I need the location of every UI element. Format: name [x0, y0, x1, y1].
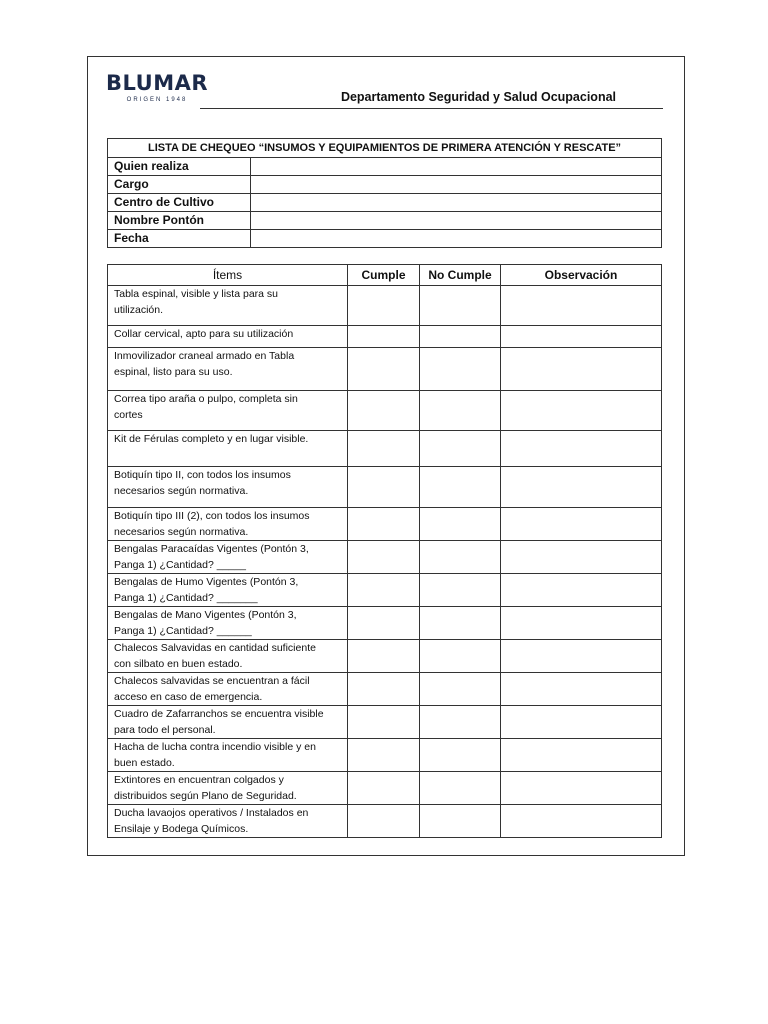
item-line: Hacha de lucha contra incendio visible y en: [114, 741, 316, 753]
observacion-cell[interactable]: [501, 607, 662, 640]
item-line: Collar cervical, apto para su utilización: [114, 328, 294, 340]
item-description: [108, 348, 348, 391]
item-line: Panga 1) ¿Cantidad? ______: [114, 624, 252, 637]
items-header-row: [108, 265, 662, 286]
item-line: Cuadro de Zafarranchos se encuentra visible: [114, 708, 324, 720]
table-row: [108, 706, 662, 739]
item-description: [108, 326, 348, 348]
cumple-cell[interactable]: [348, 772, 420, 805]
item-line: Chalecos salvavidas se encuentran a fácil: [114, 675, 310, 687]
item-line: necesarios según normativa.: [114, 484, 249, 497]
no-cumple-cell[interactable]: [420, 640, 501, 673]
cumple-cell[interactable]: [348, 805, 420, 838]
table-row: [108, 286, 662, 326]
item-line: utilización.: [114, 303, 164, 316]
column-header-items: Ítems: [108, 265, 348, 286]
form-field-value[interactable]: [251, 158, 662, 176]
item-line: Kit de Férulas completo y en lugar visible.: [114, 433, 309, 445]
form-field-row: [108, 158, 662, 176]
item-description: [108, 286, 348, 326]
cumple-cell[interactable]: [348, 508, 420, 541]
item-description: [108, 739, 348, 772]
table-row: [108, 467, 662, 508]
column-header-cumple: Cumple: [348, 265, 420, 286]
item-description: [108, 706, 348, 739]
observacion-cell[interactable]: [501, 286, 662, 326]
no-cumple-cell[interactable]: [420, 706, 501, 739]
no-cumple-cell[interactable]: [420, 286, 501, 326]
table-row: [108, 391, 662, 431]
table-row: [108, 574, 662, 607]
table-row: [108, 739, 662, 772]
item-description: [108, 391, 348, 431]
item-line: Bengalas Paracaídas Vigentes (Pontón 3,: [114, 543, 309, 555]
cumple-cell[interactable]: [348, 541, 420, 574]
item-description: [108, 574, 348, 607]
items-table: [107, 264, 662, 838]
no-cumple-cell[interactable]: [420, 348, 501, 391]
observacion-cell[interactable]: [501, 739, 662, 772]
department-title: Departamento Seguridad y Salud Ocupacional: [340, 90, 616, 104]
logo-tagline: ORIGEN 1948: [126, 97, 188, 103]
item-description: [108, 431, 348, 467]
table-row: [108, 772, 662, 805]
cumple-cell[interactable]: [348, 391, 420, 431]
table-row: [108, 805, 662, 838]
cumple-cell[interactable]: [348, 574, 420, 607]
cumple-cell[interactable]: [348, 286, 420, 326]
item-line: Tabla espinal, visible y lista para su: [114, 288, 279, 300]
observacion-cell[interactable]: [501, 772, 662, 805]
form-field-value[interactable]: [251, 194, 662, 212]
cumple-cell[interactable]: [348, 467, 420, 508]
observacion-cell[interactable]: [501, 574, 662, 607]
no-cumple-cell[interactable]: [420, 805, 501, 838]
item-line: Panga 1) ¿Cantidad? _____: [114, 558, 246, 571]
checklist-title: LISTA DE CHEQUEO “INSUMOS Y EQUIPAMIENTOS DE PRIMERA ATENCIÓN Y RESCATE”: [108, 139, 662, 158]
table-row: [108, 673, 662, 706]
form-field-label: Fecha: [108, 230, 251, 248]
cumple-cell[interactable]: [348, 640, 420, 673]
cumple-cell[interactable]: [348, 326, 420, 348]
cumple-cell[interactable]: [348, 348, 420, 391]
checklist-header-table: [107, 138, 662, 248]
form-field-row: [108, 230, 662, 248]
form-field-value[interactable]: [251, 176, 662, 194]
observacion-cell[interactable]: [501, 640, 662, 673]
form-field-label: Centro de Cultivo: [108, 194, 251, 212]
no-cumple-cell[interactable]: [420, 772, 501, 805]
item-line: espinal, listo para su uso.: [114, 365, 233, 378]
item-line: cortes: [114, 408, 143, 421]
item-line: Botiquín tipo III (2), con todos los insumos: [114, 510, 310, 522]
observacion-cell[interactable]: [501, 348, 662, 391]
item-description: [108, 772, 348, 805]
observacion-cell[interactable]: [501, 508, 662, 541]
table-row: [108, 541, 662, 574]
cumple-cell[interactable]: [348, 739, 420, 772]
observacion-cell[interactable]: [501, 706, 662, 739]
item-line: Inmovilizador craneal armado en Tabla: [114, 350, 295, 362]
form-field-label: Quien realiza: [108, 158, 251, 176]
column-header-observacion: Observación: [501, 265, 662, 286]
form-field-label: Nombre Pontón: [108, 212, 251, 230]
table-row: [108, 431, 662, 467]
item-description: [108, 508, 348, 541]
item-line: necesarios según normativa.: [114, 525, 249, 538]
no-cumple-cell[interactable]: [420, 541, 501, 574]
item-line: Ducha lavaojos operativos / Instalados en: [114, 807, 309, 819]
header-rule: [200, 108, 663, 109]
no-cumple-cell[interactable]: [420, 326, 501, 348]
form-field-value[interactable]: [251, 212, 662, 230]
cumple-cell[interactable]: [348, 431, 420, 467]
form-field-row: [108, 176, 662, 194]
table-row: [108, 508, 662, 541]
observacion-cell[interactable]: [501, 673, 662, 706]
form-field-value[interactable]: [251, 230, 662, 248]
form-field-row: [108, 194, 662, 212]
no-cumple-cell[interactable]: [420, 739, 501, 772]
observacion-cell[interactable]: [501, 431, 662, 467]
no-cumple-cell[interactable]: [420, 574, 501, 607]
no-cumple-cell[interactable]: [420, 431, 501, 467]
no-cumple-cell[interactable]: [420, 508, 501, 541]
item-description: [108, 673, 348, 706]
item-line: Chalecos Salvavidas en cantidad suficiente: [114, 642, 316, 654]
observacion-cell[interactable]: [501, 541, 662, 574]
item-line: acceso en caso de emergencia.: [114, 690, 263, 703]
item-line: Bengalas de Mano Vigentes (Pontón 3,: [114, 609, 297, 621]
logo-brand: BLUMAR: [106, 71, 209, 95]
company-logo: [106, 71, 209, 103]
item-line: Extintores en encuentran colgados y: [114, 774, 284, 786]
observacion-cell[interactable]: [501, 467, 662, 508]
item-line: Bengalas de Humo Vigentes (Pontón 3,: [114, 576, 299, 588]
cumple-cell[interactable]: [348, 673, 420, 706]
no-cumple-cell[interactable]: [420, 391, 501, 431]
item-line: Correa tipo araña o pulpo, completa sin: [114, 393, 298, 405]
form-field-label: Cargo: [108, 176, 251, 194]
item-description: [108, 467, 348, 508]
item-line: para todo el personal.: [114, 723, 216, 736]
item-description: [108, 805, 348, 838]
table-row: [108, 348, 662, 391]
item-line: buen estado.: [114, 756, 175, 769]
cumple-cell[interactable]: [348, 607, 420, 640]
item-description: [108, 607, 348, 640]
item-line: Botiquín tipo II, con todos los insumos: [114, 469, 291, 481]
table-row: [108, 640, 662, 673]
observacion-cell[interactable]: [501, 326, 662, 348]
item-line: Ensilaje y Bodega Químicos.: [114, 822, 249, 835]
item-description: [108, 640, 348, 673]
cumple-cell[interactable]: [348, 706, 420, 739]
no-cumple-cell[interactable]: [420, 673, 501, 706]
table-row: [108, 607, 662, 640]
item-line: distribuidos según Plano de Seguridad.: [114, 789, 297, 802]
observacion-cell[interactable]: [501, 391, 662, 431]
no-cumple-cell[interactable]: [420, 607, 501, 640]
item-line: con silbato en buen estado.: [114, 657, 243, 670]
item-description: [108, 541, 348, 574]
column-header-no-cumple: No Cumple: [420, 265, 501, 286]
no-cumple-cell[interactable]: [420, 467, 501, 508]
form-field-row: [108, 212, 662, 230]
item-line: Panga 1) ¿Cantidad? _______: [114, 591, 258, 604]
observacion-cell[interactable]: [501, 805, 662, 838]
checklist-title-row: [108, 139, 662, 158]
table-row: [108, 326, 662, 348]
